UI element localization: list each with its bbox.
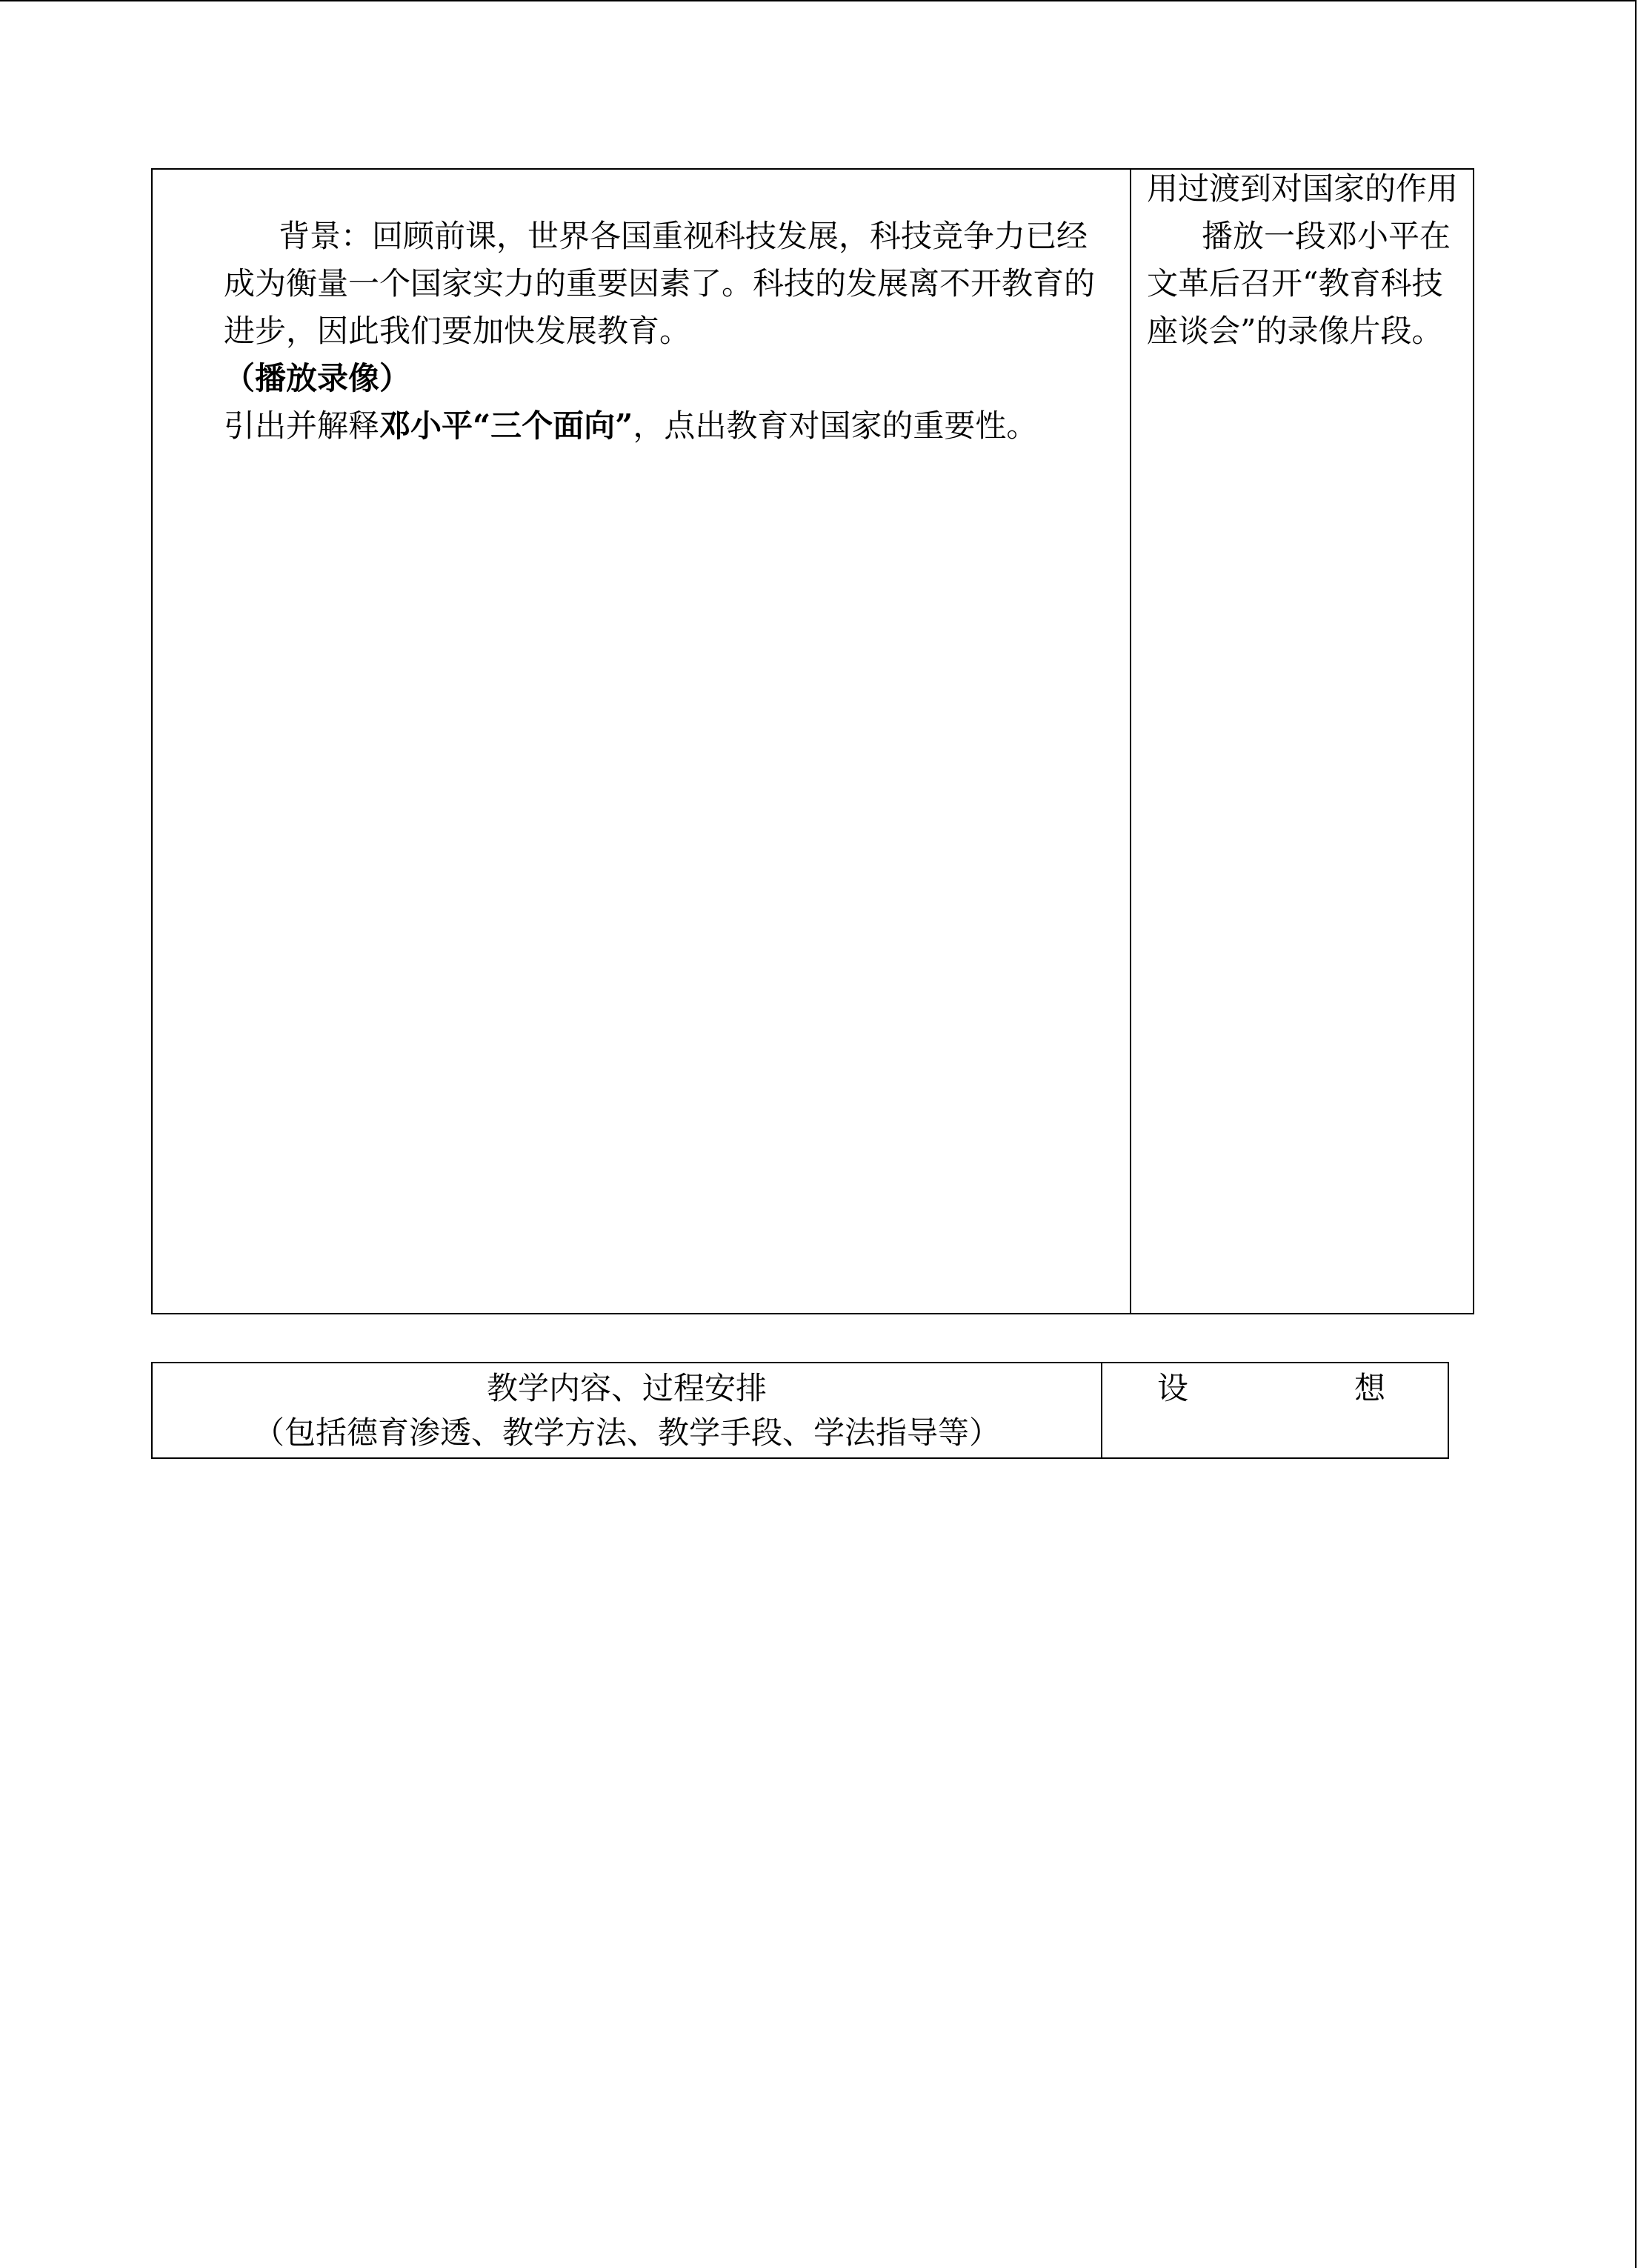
header-table — [151, 1362, 1449, 1459]
background-paragraph: 背景：回顾前课，世界各国重视科技发展，科技竞争力已经成为衡量一个国家实力的重要因素了。科技的发展离不开教育的进步，因此我们要加快发展教育。 — [224, 218, 1096, 349]
notes-cell — [1147, 165, 1458, 355]
column-divider — [1101, 1363, 1102, 1457]
content-header-cell — [153, 1363, 1101, 1455]
notes-line-2: 播放一段邓小平在文革后召开“教育科技座谈会”的录像片段。 — [1147, 218, 1451, 349]
explain-paragraph — [224, 402, 1113, 450]
content-cell — [224, 213, 1113, 450]
explain-suffix: ，点出教育对国家的重要性。 — [633, 408, 1038, 444]
content-header-title: 教学内容、过程安排 — [486, 1370, 767, 1406]
design-char-2: 想 — [1354, 1370, 1386, 1406]
lesson-table — [151, 168, 1474, 1314]
notes-line-1: 用过渡到对国家的作用 — [1147, 170, 1459, 207]
column-divider — [1130, 170, 1131, 1313]
content-header-subtitle: （包括德育渗透、教学方法、教学手段、学法指导等） — [253, 1414, 1000, 1451]
design-char-1: 设 — [1157, 1370, 1189, 1406]
three-orientations-term: 邓小平“三个面向” — [379, 408, 633, 444]
explain-prefix: 引出并解释 — [224, 408, 380, 444]
play-video-heading: （播放录像） — [224, 360, 411, 396]
